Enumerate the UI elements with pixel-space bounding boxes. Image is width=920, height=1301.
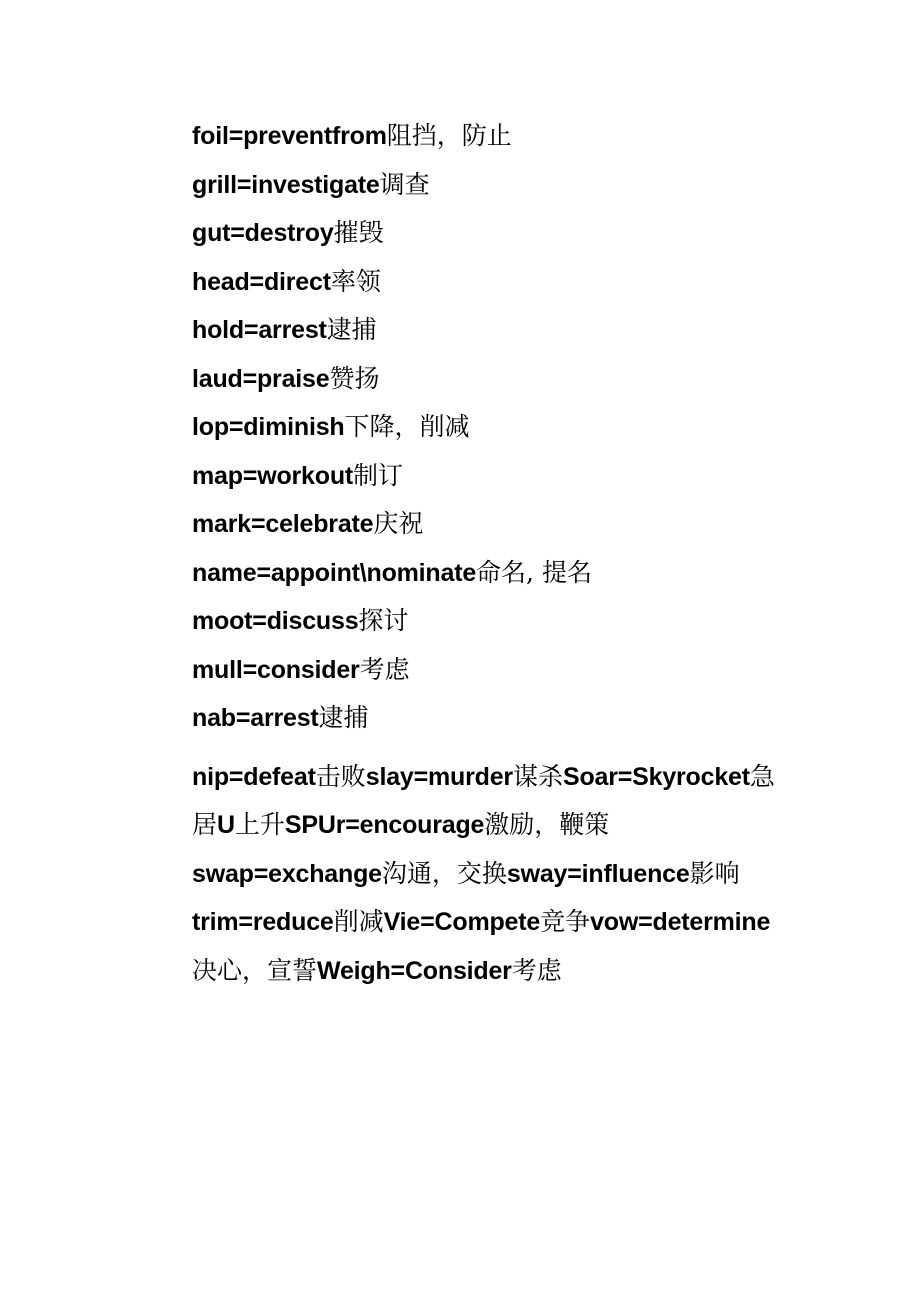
translation: 击败 [315,761,366,791]
translation: 考虑 [359,654,410,684]
translation: 逮捕 [326,315,377,344]
vocab-entry [192,355,802,404]
term: sway=influence [506,859,690,888]
vocab-entry [192,258,802,307]
translation: 赞扬 [329,363,380,393]
vocab-entry [192,549,802,598]
term: nip=defeat [192,762,316,791]
vocab-paragraph [192,753,802,996]
vocab-entry [192,597,802,646]
term: laud=praise [192,364,330,393]
vocab-entry [192,452,802,501]
translation: 竞争 [540,907,591,936]
translation: 上升 [234,810,285,839]
term: mark=celebrate [192,510,374,538]
paragraph-line [192,753,802,802]
translation: 急 [749,761,775,791]
paragraph-line [192,898,802,947]
term: Soar=Skyrocket [562,762,750,791]
translation: 居 [192,810,218,839]
vocab-entry [192,306,802,355]
translation: 削减 [333,907,384,936]
term: nab=arrest [192,704,319,732]
vocab-entry [192,403,802,452]
term: grill=investigate [192,170,380,199]
translation: 谋杀 [512,761,563,791]
translation: 激励，鞭策 [484,810,610,839]
translation: 沟通，交换 [381,858,507,888]
term: hold=arrest [192,316,327,344]
term: trim=reduce [192,908,334,936]
translation: 探讨 [358,606,409,635]
translation: 决心，宣誓 [192,955,318,985]
term: SPUr=encourage [284,811,485,839]
term: Weigh=Consider [317,956,512,985]
translation: 逮捕 [318,703,369,732]
term: moot=discuss [192,607,359,635]
paragraph-line [192,801,802,850]
paragraph-line [192,850,802,899]
vocab-entry [192,500,802,549]
term: gut=destroy [192,219,334,247]
translation: 阻挡，防止 [386,121,512,150]
translation: 率领 [330,266,381,296]
term: Vie=Compete [383,908,541,936]
term: head=direct [192,267,331,296]
vocab-entry [192,646,802,695]
translation: 下降，削减 [344,412,470,441]
vocab-entry [192,112,802,161]
translation: 摧毁 [333,218,384,247]
term: slay=murder [365,762,513,791]
translation: 命名, 提名 [476,557,592,587]
term: foil=preventfrom [192,122,387,150]
translation: 影响 [689,858,740,888]
vocab-entry [192,694,802,743]
term: U [217,811,235,839]
paragraph-line [192,947,802,996]
term: lop=diminish [192,413,345,441]
term: vow=determine [590,908,771,936]
term: name=appoint\nominate [192,558,477,587]
term: mull=consider [192,655,360,684]
translation: 庆祝 [373,509,424,538]
vocabulary-list [192,112,802,995]
translation: 制订 [353,460,404,490]
vocab-entry [192,161,802,210]
term: map=workout [192,461,354,490]
vocab-entry [192,209,802,258]
translation: 调查 [379,169,430,199]
translation: 考虑 [511,955,562,985]
paragraph-gap [192,743,802,753]
term: swap=exchange [192,859,382,888]
